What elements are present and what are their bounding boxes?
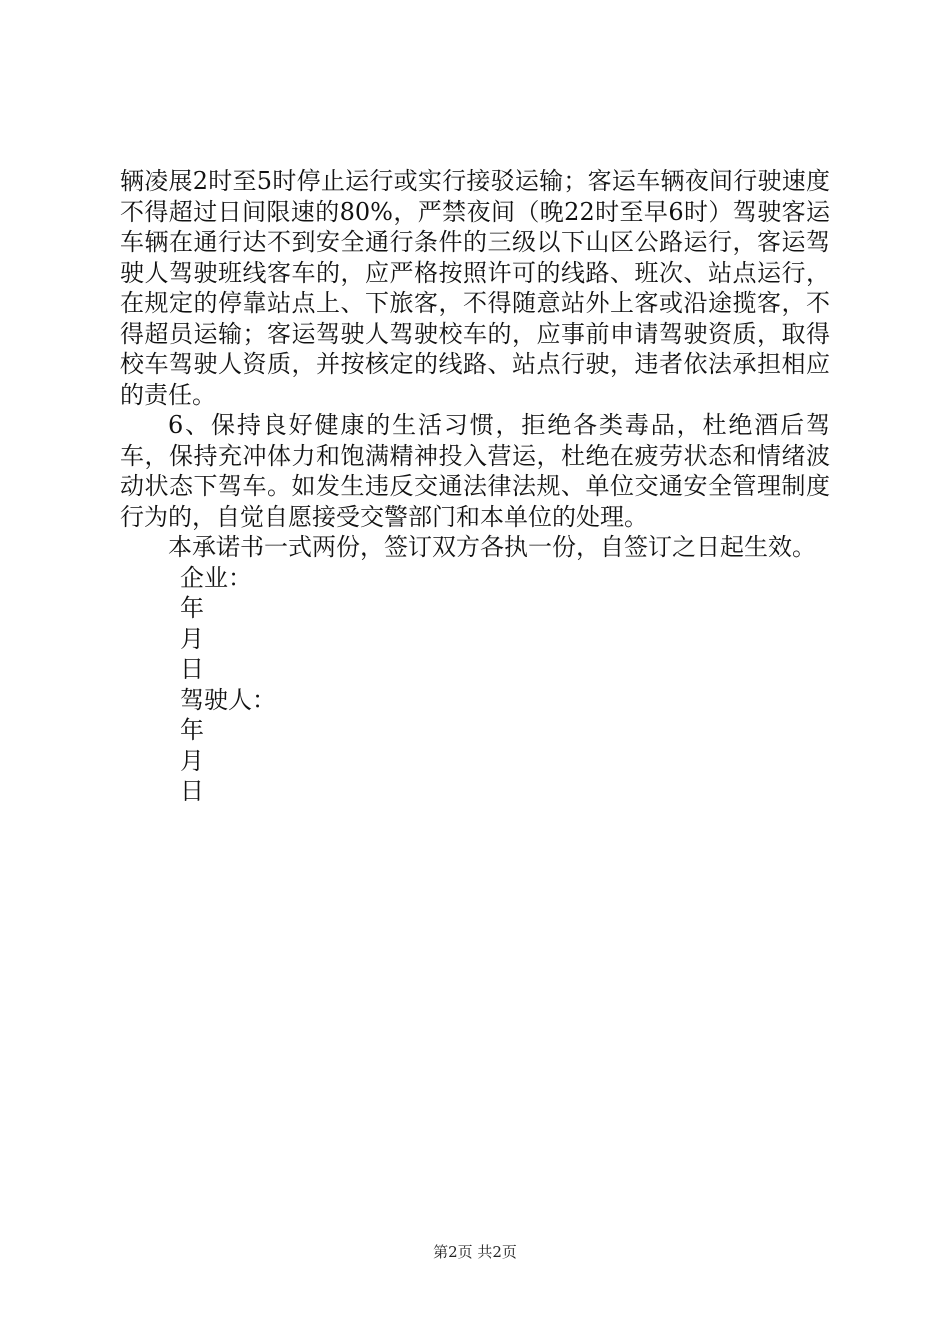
driver-month: 月 [180,746,204,775]
paragraph-validity: 本承诺书一式两份，签订双方各执一份，自签订之日起生效。 [168,533,816,561]
paragraph-continuation: 辆凌展2时至5时停止运行或实行接驳运输；客运车辆夜间行驶速度不得超过日间限速的80%，严禁夜间（晚22时至早6时）驾驶客运车辆在通行达不到安全通行条件的三级以下山区公路运行，客运驾驶人驾驶班线客车的，应严格按照许可的线路、班次、站点运行，在规定的停靠站点上、下旅客，不得随意站外上客或沿途揽客，不得超员运输；客运驾驶人驾驶校车的，应事前申请驾驶资质，取得校车驾驶人资质，并按核定的线路、站点行驶，违者依法承担相应的责任。 [120,167,830,409]
company-month: 月 [180,624,204,653]
company-label: 企业： [180,563,252,592]
company-day: 日 [180,655,204,683]
driver-label: 驾驶人： [180,685,276,714]
driver-day: 日 [180,777,204,805]
paragraph-item-6: 6、保持良好健康的生活习惯，拒绝各类毒品，杜绝酒后驾车，保持充冲体力和饱满精神投入营运，杜绝在疲劳状态和情绪波动状态下驾车。如发生违反交通法律法规、单位交通安全管理制度行为的，自觉自愿接受交警部门和本单位的处理。 [120,411,830,531]
document-body [120,166,830,807]
driver-year: 年 [180,716,204,744]
company-year: 年 [180,594,204,622]
signature-block [120,563,830,807]
page-footer: 第2页 共2页 [433,1243,517,1261]
